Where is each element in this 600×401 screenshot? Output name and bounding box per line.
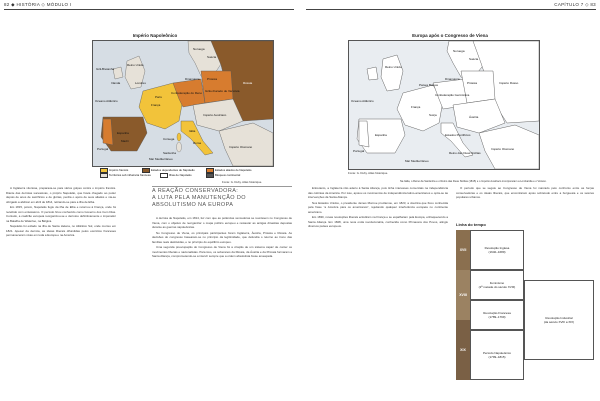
prussia-shape — [201, 71, 233, 103]
portugal-outline — [359, 121, 369, 147]
paragraph: No Congresso de Viena, os principais participantes foram Inglaterra, Áustria, Prússia e Rússia. As decisões do congresso basearam-se no princípio da legitimidade, que defendia o retorno ao trono das famílias reais destituídas, e no princípio do equilíbrio europeu. — [152, 230, 292, 244]
map-label-frança: França — [151, 103, 161, 107]
timeline-event-revolucao-inglesa: Revolução Inglesa (1640–1689) — [470, 230, 524, 270]
map-label-estados-pontifícios: Estados Pontifícios — [445, 133, 471, 137]
century-xviii: XVIII — [456, 270, 470, 320]
legend-swatch-islands — [160, 173, 168, 178]
britain-outline — [381, 55, 403, 91]
map-label-império-otomano: Império Otomano — [491, 147, 515, 151]
map-label-prússia: Prússia — [207, 77, 218, 81]
map-label-reino-unido: Reino Unido — [385, 65, 402, 69]
map-label-suíça: Suíça — [429, 113, 437, 117]
map-label-noruega: Noruega — [193, 47, 205, 51]
header-rule-left — [4, 9, 294, 10]
ireland-shape — [113, 67, 123, 79]
timeline-event-iluminismo: Iluminismo (2ª metade do século XVIII) — [470, 270, 524, 300]
timeline-event-periodo-napoleonico: Período Napoleônico (1799–1815) — [470, 330, 524, 380]
sardinia-shape — [177, 142, 182, 152]
napoleonic-empire-map — [92, 40, 274, 167]
body-column-2 — [152, 216, 292, 260]
map-label-dinamarca: Dinamarca — [185, 77, 200, 81]
corsica-shape — [177, 133, 181, 141]
section-title-line-2: A LUTA PELA MANUTENÇÃO DO — [152, 195, 246, 201]
map-label-países-baixos: Países Baixos — [419, 83, 439, 87]
map-label-irlanda: Irlanda — [111, 81, 121, 85]
body-column-1 — [6, 186, 116, 239]
paragraph: Entretanto, a Inglaterra não aderiu à Santa Aliança, pois tinha interesses comerciais na independência das colônias da América. Por isso, apoiou os movimentos de independência latino-americanos e opôs-se às intervenções da Santa Aliança. — [308, 186, 448, 199]
legend-item: Territórios sob influência francesa — [100, 173, 151, 178]
map-label-portugal: Portugal — [97, 147, 109, 151]
map-label-império-austríaco: Império Austríaco — [203, 113, 227, 117]
map-label-império-russo: Império Russo — [499, 81, 519, 85]
left-map-credit: Fonte: G. Duby. Atlas historique. — [222, 180, 263, 184]
map-label-itália: Itália — [189, 129, 196, 133]
map-label-madri: Madri — [121, 139, 129, 143]
portugal-shape — [103, 119, 113, 145]
timeline-title: Linha do tempo — [456, 222, 486, 227]
section-title-line-3: ABSOLUTISMO NA EUROPA — [152, 202, 234, 208]
paragraph: Em 1815, porém, Napoleão fugiu da ilha de Elba e retornou à França, onde foi recebido com entusiasmo. O período ficou conhecido como Governo dos Cem Dias. Contudo, a coalizão europeia reorganizou-se e derrotou definitivamente o imperador na Batalha de Waterloo, na Bélgica. — [6, 205, 116, 223]
map-label-mar-mediterrâneo: Mar Mediterrâneo — [149, 157, 173, 161]
prussia-outline — [461, 71, 495, 103]
paragraph: A derrota de Napoleão, em 1814, fez com que as potências vencedoras se reunissem no Congresso de Viena, com o objetivo de reorganizar o mapa político europeu e restaurar as antigas dinastias depostas durante as guerras napoleônicas. — [152, 216, 292, 229]
map-label-dinamarca: Dinamarca — [445, 77, 460, 81]
map-label-oceano-atlântico: Oceano Atlântico — [95, 99, 118, 103]
header-rule-right — [306, 9, 596, 10]
map-label-espanha: Espanha — [117, 131, 129, 135]
map-label-suécia: Suécia — [469, 57, 479, 61]
legend-swatch-blockade — [206, 173, 214, 178]
legend-swatch-influence — [100, 173, 108, 178]
map-label-reino-unido: Reino Unido — [127, 63, 144, 67]
section-title-line-1: A REAÇÃO CONSERVADORA: — [152, 188, 239, 194]
congress-of-vienna-map — [348, 40, 540, 170]
map-label-noruega: Noruega — [453, 49, 465, 53]
map-label-áustria: Áustria — [469, 115, 479, 119]
map-label-paris: Paris — [155, 95, 162, 99]
map-label-grão-ducado-de-varsóvia: Grão-Ducado de Varsóvia — [205, 89, 240, 93]
timeline-event-revolucao-industrial: Revolução Industrial (da século XVIII a XIX) — [524, 280, 594, 360]
map-label-grã-bretanha: Grã-Bretanha — [96, 67, 115, 71]
map-label-espanha: Espanha — [375, 133, 387, 137]
timeline-event-revolucao-francesa: Revolução Francesa (1789–1799) — [470, 300, 524, 330]
paragraph: A Inglaterra vitoriosa, preparava-se para vários golpes contra o império francês. Diante das derrotas sucessivas, o próprio Napoleão, que havia chegado ao poder depois de anos de sacrifícios e de glórias, perdia o apoio de seus aliados e via-se obrigado a abdicar em abril de 1814, retirando-se para a ilha de Elba. — [6, 186, 116, 204]
ireland-outline — [367, 67, 378, 80]
paragraph: Napoleão foi exilado na ilha de Santa Helena, no Atlântico Sul, onde morreu em 1821. Apesar da derrota, as ideias liberais difundidas pelos exércitos franceses permaneceram vivas em toda a Europa e na América. — [6, 224, 116, 237]
map-label-londres: Londres — [135, 81, 146, 85]
map-label-roma: Roma — [193, 141, 202, 145]
body-column-4 — [456, 186, 594, 201]
legend-item: Estados aliados de Napoleão — [206, 168, 251, 173]
left-map-title: Império Napoleônico — [132, 33, 178, 38]
right-map-title: Europa após o Congresso de Viena — [412, 33, 488, 38]
map-label-frança: França — [411, 105, 421, 109]
century-xvii: XVII — [456, 230, 470, 270]
map-label-suécia: Suécia — [207, 55, 217, 59]
map-label-portugal: Portugal — [353, 149, 365, 153]
right-page-header: CAPÍTULO 7 ◇ 83 — [554, 2, 596, 7]
paragraph: O período que se seguiu ao Congresso de Viena foi marcado pelo confronto entre as forças conservadoras e os ideais liberais, que encontraram apoio sobretudo entre a burguesia e os setores populares urbanos. — [456, 186, 594, 199]
map-label-confederação-do-reno: Confederação do Reno — [171, 91, 203, 95]
left-page-header: 82 ◆ HISTÓRIA ◇ MÓDULO I — [4, 2, 72, 7]
austria-outline — [453, 99, 505, 133]
paragraph: Nos Estados Unidos, o presidente James Monroe proclamou, em 1823, a doutrina que ficou conhecida pela frase “a América para os americanos”, rejeitando qualquer interferência europeia no continente americano. — [308, 200, 448, 214]
century-xix: XIX — [456, 320, 470, 380]
paragraph: Uma segunda preocupação do Congresso de Viena foi a criação de um sistema capaz de conter os movimentos liberais e nacionalistas. Para isso, os soberanos da Rússia, da Áustria e da Prússia formaram a Santa Aliança, comprometendo-se a intervir sempre que a ordem absolutista fosse ameaçada. — [152, 245, 292, 258]
map-label-rússia: Rússia — [243, 81, 253, 85]
map-label-sardenha: Sardenha — [163, 151, 177, 155]
map-label-império-otomano: Império Otomano — [229, 145, 253, 149]
map-label-mar-mediterrâneo: Mar Mediterrâneo — [405, 159, 429, 163]
right-map-caption: Na Itália, o Reino da Sardenha e o Reino das Duas Sicílias (1815) e o Império Austríaco incorporaram a Lombardia e o Vêneto. — [400, 180, 547, 183]
map-label-reino-das-duas-sicílias: Reino das Duas Sicílias — [449, 151, 481, 155]
map-label-prússia: Prússia — [467, 81, 478, 85]
map-label-confederação-germânica: Confederação Germânica — [435, 93, 470, 97]
section-rule — [152, 186, 292, 187]
legend-item: Ilhas de Napoleão — [160, 173, 192, 178]
legend-item: Império francês — [100, 168, 128, 173]
right-map-credit: Fonte: G. Duby. Atlas historique. — [348, 171, 389, 175]
map-label-córsega: Córsega — [163, 137, 175, 141]
body-column-3 — [308, 186, 448, 230]
map-label-oceano-atlântico: Oceano Atlântico — [351, 99, 374, 103]
paragraph: Em 1830, novas revoluções liberais eclodiram na França e se espalharam pela Europa, enfraquecendo a Santa Aliança. Em 1848, uma nova onda revolucionária, conhecida como Primavera dos Povos, atingiu diversos países europeus. — [308, 215, 448, 228]
legend-item: Bloqueio continental — [206, 173, 240, 178]
legend-item: Estados dependentes de Napoleão — [142, 168, 195, 173]
